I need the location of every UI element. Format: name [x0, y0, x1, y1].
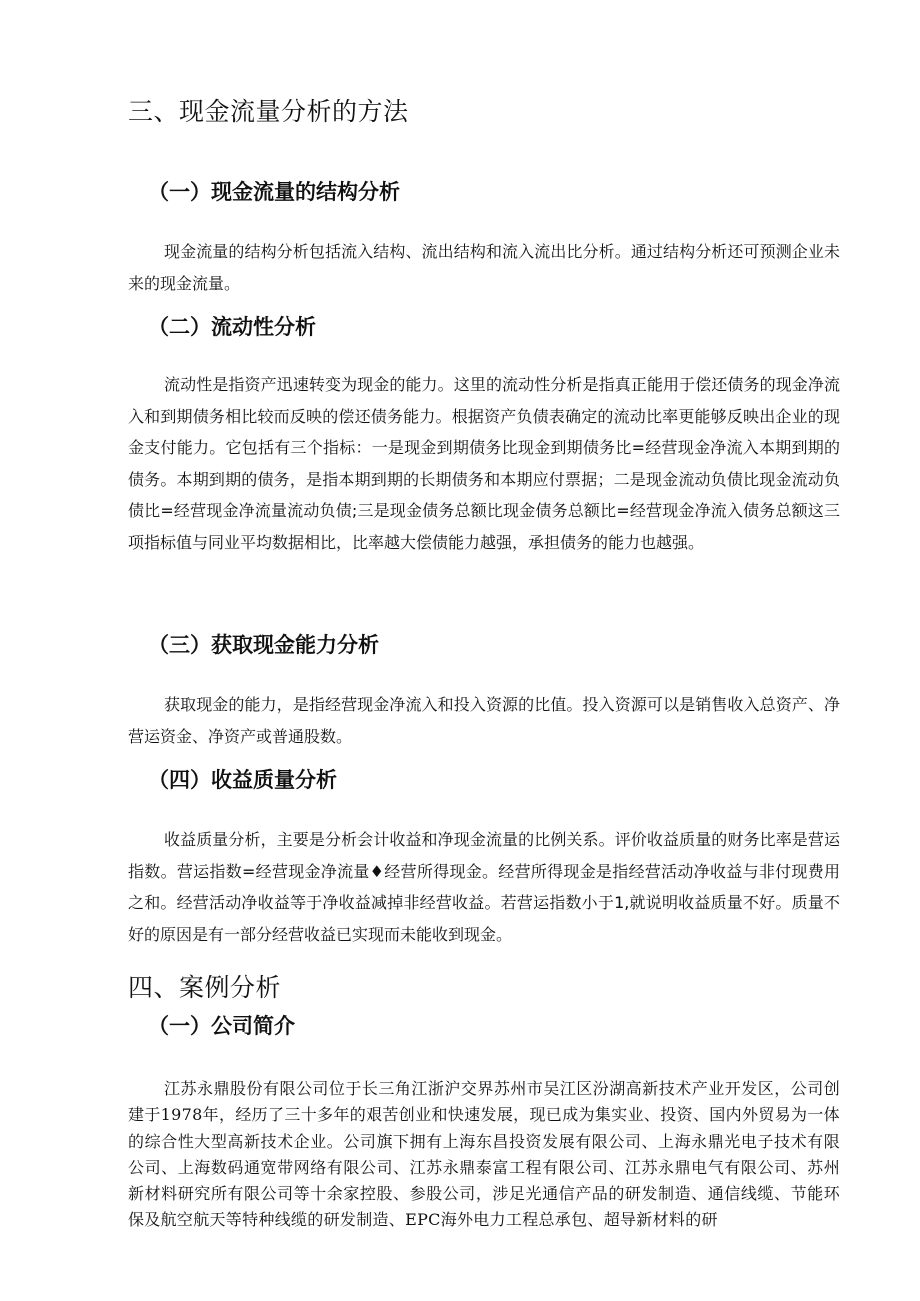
subsection-3-4-paragraph: 收益质量分析，主要是分析会计收益和净现金流量的比例关系。评价收益质量的财务比率是营运指数。营运指数=经营现金净流量♦经营所得现金。经营所得现金是指经营活动净收益与非付现费用之和。经营活动净收益等于净收益减掉非经营收益。若营运指数小于1,就说明收益质量不好。质量不好的原因是有一部分经营收益已实现而未能收到现金。 [128, 830, 840, 944]
subsection-4-1-paragraph: 江苏永鼎股份有限公司位于长三角江浙沪交界苏州市吴江区汾湖高新技术产业开发区，公司创建于1978年，经历了三十多年的艰苦创业和快速发展，现已成为集实业、投资、国内外贸易为一体的综合性大型高新技术企业。公司旗下拥有上海东昌投资发展有限公司、上海永鼎光电子技术有限公司、上海数码通宽带网络有限公司、江苏永鼎泰富工程有限公司、江苏永鼎电气有限公司、苏州新材料研究所有限公司等十余家控股、参股公司，涉足光通信产品的研发制造、通信线缆、节能环保及航空航天等特种线缆的研发制造、EPC海外电力工程总承包、超导新材料的研 [128, 1079, 840, 1230]
subsection-3-4-heading: （四）收益质量分析 [148, 768, 337, 792]
subsection-3-2-paragraph: 流动性是指资产迅速转变为现金的能力。这里的流动性分析是指真正能用于偿还债务的现金净流入和到期债务相比较而反映的偿还债务能力。根据资产负债表确定的流动比率更能够反映出企业的现金支付能力。它包括有三个指标：一是现金到期债务比现金到期债务比=经营现金净流入本期到期的债务。本期到期的债务，是指本期到期的长期债务和本期应付票据；二是现金流动负债比现金流动负债比=经营现金净流量流动负债;三是现金债务总额比现金债务总额比=经营现金净流入债务总额这三项指标值与同业平均数据相比，比率越大偿债能力越强，承担债务的能力也越强。 [128, 375, 840, 552]
section-4-heading: 四、案例分析 [128, 973, 282, 1002]
subsection-3-1-heading: （一）现金流量的结构分析 [148, 180, 400, 204]
subsection-4-1-heading: （一）公司简介 [148, 1014, 295, 1038]
subsection-3-3-heading: （三）获取现金能力分析 [148, 633, 379, 657]
subsection-3-1-paragraph: 现金流量的结构分析包括流入结构、流出结构和流入流出比分析。通过结构分析还可预测企业未来的现金流量。 [128, 242, 840, 293]
section-3-heading: 三、现金流量分析的方法 [128, 97, 409, 126]
subsection-3-2-heading: （二）流动性分析 [148, 315, 316, 339]
subsection-3-3-paragraph: 获取现金的能力，是指经营现金净流入和投入资源的比值。投入资源可以是销售收入总资产、净营运资金、净资产或普通股数。 [128, 695, 840, 746]
